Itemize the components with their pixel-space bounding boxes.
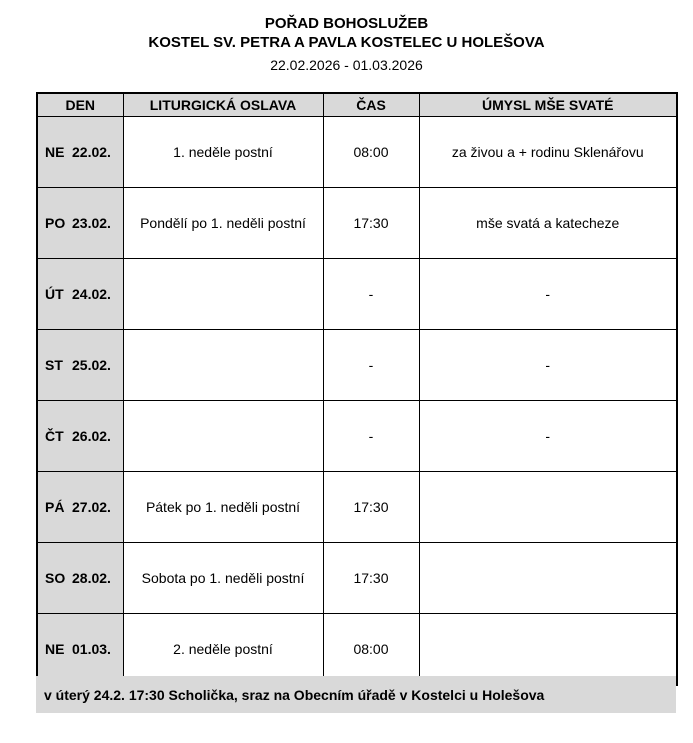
cell-intention: - [419, 330, 677, 401]
cell-liturgy [123, 330, 323, 401]
cell-intention [419, 543, 677, 614]
cell-time: 17:30 [323, 472, 419, 543]
cell-liturgy [123, 259, 323, 330]
day-date: 27.02. [72, 499, 111, 515]
cell-intention: mše svatá a katecheze [419, 188, 677, 259]
cell-day [37, 472, 123, 543]
title-block [0, 0, 693, 74]
cell-day [37, 401, 123, 472]
cell-time: 17:30 [323, 543, 419, 614]
col-header-den: DEN [37, 93, 123, 117]
day-date: 24.02. [72, 286, 111, 302]
day-abbrev: PÁ [45, 499, 65, 515]
day-date: 23.02. [72, 215, 111, 231]
cell-day [37, 614, 123, 686]
cell-liturgy: Pátek po 1. neděli postní [123, 472, 323, 543]
cell-time: 08:00 [323, 117, 419, 188]
day-abbrev: NE [45, 144, 65, 160]
cell-liturgy: 1. neděle postní [123, 117, 323, 188]
cell-intention [419, 614, 677, 686]
cell-day [37, 188, 123, 259]
table-row [37, 543, 677, 614]
table-row [37, 259, 677, 330]
day-abbrev: NE [45, 641, 65, 657]
table-row [37, 614, 677, 686]
table-row [37, 188, 677, 259]
day-date: 22.02. [72, 144, 111, 160]
table-row [37, 472, 677, 543]
col-header-intention: ÚMYSL MŠE SVATÉ [419, 93, 677, 117]
cell-liturgy: 2. neděle postní [123, 614, 323, 686]
date-range: 22.02.2026 - 01.03.2026 [270, 57, 423, 73]
cell-time: - [323, 259, 419, 330]
page-subtitle: KOSTEL SV. PETRA A PAVLA KOSTELEC U HOLEŠOVA [148, 34, 545, 51]
footer-note: v úterý 24.2. 17:30 Scholička, sraz na Obecním úřadě v Kostelci u Holešova [36, 676, 676, 713]
cell-intention [419, 472, 677, 543]
cell-day [37, 330, 123, 401]
day-abbrev: PO [45, 215, 66, 231]
cell-liturgy: Sobota po 1. neděli postní [123, 543, 323, 614]
table-row [37, 401, 677, 472]
page-title: POŘAD BOHOSLUŽEB [264, 15, 429, 32]
col-header-liturgy: LITURGICKÁ OSLAVA [123, 93, 323, 117]
day-abbrev: ČT [45, 428, 64, 444]
cell-intention: za živou a + rodinu Sklenářovu [419, 117, 677, 188]
cell-day [37, 543, 123, 614]
cell-intention: - [419, 259, 677, 330]
table-row [37, 117, 677, 188]
cell-day [37, 259, 123, 330]
cell-time: - [323, 401, 419, 472]
cell-time: - [323, 330, 419, 401]
day-date: 01.03. [72, 641, 111, 657]
day-abbrev: ÚT [45, 286, 64, 302]
day-abbrev: ST [45, 357, 63, 373]
schedule-table [36, 92, 678, 686]
header-row [37, 93, 677, 117]
cell-day [37, 117, 123, 188]
table-row [37, 330, 677, 401]
cell-liturgy: Pondělí po 1. neděli postní [123, 188, 323, 259]
cell-liturgy [123, 401, 323, 472]
cell-intention: - [419, 401, 677, 472]
day-abbrev: SO [45, 570, 66, 586]
day-date: 28.02. [72, 570, 111, 586]
day-date: 25.02. [72, 357, 111, 373]
col-header-time: ČAS [323, 93, 419, 117]
cell-time: 08:00 [323, 614, 419, 686]
day-date: 26.02. [72, 428, 111, 444]
cell-time: 17:30 [323, 188, 419, 259]
